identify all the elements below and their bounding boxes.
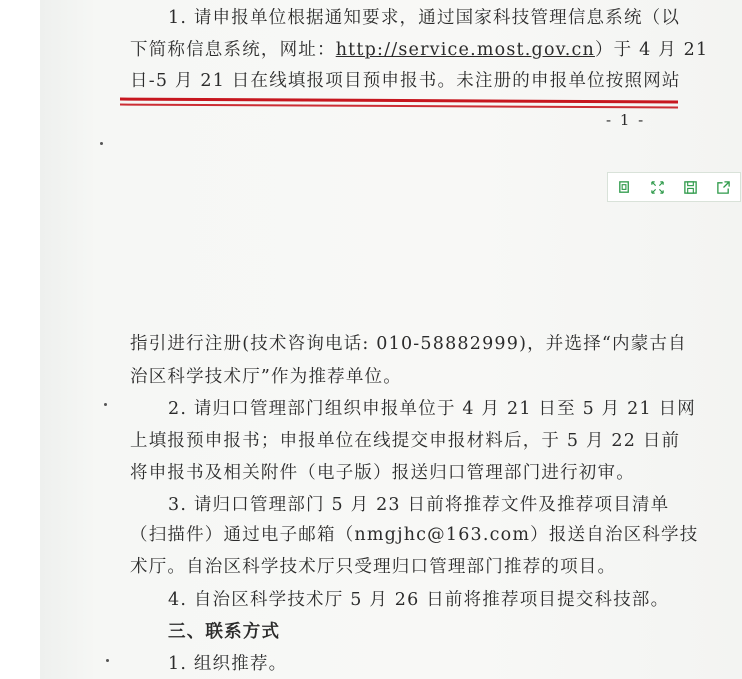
share-icon	[716, 180, 731, 195]
section-heading: 三、联系方式	[168, 622, 281, 642]
doc-line	[130, 36, 708, 61]
doc-line: 将申报书及相关附件（电子版）报送归口管理部门进行初审。	[130, 463, 635, 483]
website-link[interactable]: http://service.most.gov.cn	[335, 40, 595, 60]
fullscreen-icon	[650, 180, 665, 195]
doc-text: ）于 4 月 21	[594, 40, 709, 60]
fullscreen-button[interactable]	[641, 173, 674, 201]
doc-line: 治区科学技术厅”作为推荐单位。	[130, 367, 402, 387]
doc-line: 日-5 月 21 日在线填报项目预申报书。未注册的申报单位按照网站	[130, 71, 681, 91]
doc-line: 4. 自治区科学技术厅 5 月 26 日前将推荐项目提交科技部。	[168, 590, 670, 610]
image-toolbar	[607, 172, 741, 202]
page-number: - 1 -	[606, 111, 646, 129]
scan-speck	[106, 659, 109, 662]
save-icon	[683, 180, 698, 195]
copy-button[interactable]	[608, 173, 641, 201]
doc-line: 3. 请归口管理部门 5 月 23 日前将推荐文件及推荐项目清单	[168, 495, 670, 515]
doc-line: 指引进行注册(技术咨询电话: 010-58882999)，并选择“内蒙古自	[130, 334, 687, 354]
copy-icon	[617, 180, 632, 195]
doc-line: 1. 请申报单位根据通知要求，通过国家科技管理信息系统（以	[168, 8, 681, 28]
doc-text: 下简称信息系统，网址：	[130, 40, 336, 60]
scan-speck	[100, 142, 103, 145]
scan-speck	[104, 403, 107, 406]
save-button[interactable]	[674, 173, 707, 201]
doc-line: 1. 组织推荐。	[168, 654, 288, 674]
share-button[interactable]	[707, 173, 740, 201]
doc-line: 上填报预申报书；申报单位在线提交申报材料后，于 5 月 22 日前	[130, 431, 681, 451]
doc-line: 2. 请归口管理部门组织申报单位于 4 月 21 日至 5 月 21 日网	[168, 399, 696, 419]
doc-line: （扫描件）通过电子邮箱（nmgjhc@163.com）报送自治区科学技	[130, 525, 699, 545]
doc-line: 术厅。自治区科学技术厅只受理归口管理部门推荐的项目。	[130, 557, 617, 577]
